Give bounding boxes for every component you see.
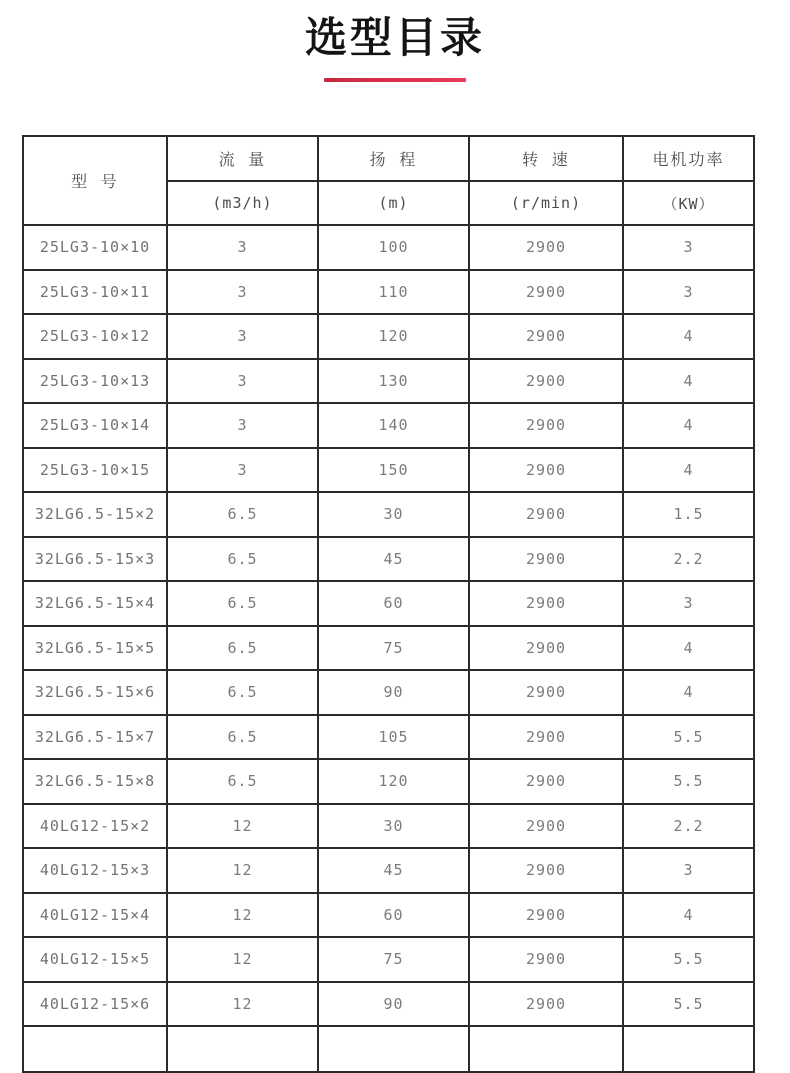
value-cell: 30 (318, 804, 469, 849)
value-cell: 6.5 (167, 492, 318, 537)
col-header-power: 电机功率 (623, 136, 754, 181)
empty-cell (623, 1026, 754, 1072)
value-cell: 140 (318, 403, 469, 448)
value-cell: 6.5 (167, 715, 318, 760)
value-cell: 4 (623, 670, 754, 715)
value-cell: 2900 (469, 982, 623, 1027)
value-cell: 60 (318, 581, 469, 626)
model-cell: 40LG12-15×4 (23, 893, 167, 938)
model-cell: 40LG12-15×5 (23, 937, 167, 982)
value-cell: 1.5 (623, 492, 754, 537)
value-cell: 75 (318, 937, 469, 982)
value-cell: 3 (167, 314, 318, 359)
table-row (23, 982, 754, 1027)
value-cell: 12 (167, 982, 318, 1027)
page-title: 选型目录 (304, 13, 485, 62)
value-cell: 2900 (469, 448, 623, 493)
table-row (23, 626, 754, 671)
model-cell: 40LG12-15×2 (23, 804, 167, 849)
value-cell: 2900 (469, 670, 623, 715)
value-cell: 6.5 (167, 581, 318, 626)
table-row (23, 670, 754, 715)
model-cell: 25LG3-10×11 (23, 270, 167, 315)
value-cell: 130 (318, 359, 469, 404)
value-cell: 2900 (469, 359, 623, 404)
col-header-speed: 转 速 (469, 136, 623, 181)
model-cell: 40LG12-15×6 (23, 982, 167, 1027)
value-cell: 6.5 (167, 670, 318, 715)
value-cell: 4 (623, 448, 754, 493)
value-cell: 3 (167, 225, 318, 270)
model-cell: 40LG12-15×3 (23, 848, 167, 893)
title-accent-divider (324, 78, 466, 82)
value-cell: 4 (623, 893, 754, 938)
empty-cell (23, 1026, 167, 1072)
value-cell: 2900 (469, 848, 623, 893)
model-cell: 25LG3-10×14 (23, 403, 167, 448)
table-row (23, 537, 754, 582)
value-cell: 2900 (469, 937, 623, 982)
value-cell: 4 (623, 359, 754, 404)
table-header (23, 136, 754, 225)
value-cell: 150 (318, 448, 469, 493)
value-cell: 12 (167, 937, 318, 982)
model-cell: 25LG3-10×12 (23, 314, 167, 359)
value-cell: 3 (623, 581, 754, 626)
value-cell: 12 (167, 804, 318, 849)
model-cell: 32LG6.5-15×8 (23, 759, 167, 804)
col-header-flow: 流 量 (167, 136, 318, 181)
value-cell: 3 (623, 270, 754, 315)
value-cell: 2900 (469, 581, 623, 626)
table-row (23, 893, 754, 938)
table-row (23, 492, 754, 537)
value-cell: 12 (167, 848, 318, 893)
value-cell: 2900 (469, 225, 623, 270)
model-cell: 32LG6.5-15×3 (23, 537, 167, 582)
value-cell: 105 (318, 715, 469, 760)
value-cell: 90 (318, 670, 469, 715)
value-cell: 3 (167, 448, 318, 493)
value-cell: 12 (167, 893, 318, 938)
value-cell: 4 (623, 626, 754, 671)
model-cell: 32LG6.5-15×7 (23, 715, 167, 760)
value-cell: 3 (167, 359, 318, 404)
value-cell: 2900 (469, 492, 623, 537)
value-cell: 2900 (469, 715, 623, 760)
col-unit-flow: (m3/h) (167, 181, 318, 225)
table-row-partial (23, 1026, 754, 1072)
value-cell: 2900 (469, 537, 623, 582)
empty-cell (318, 1026, 469, 1072)
table-row (23, 759, 754, 804)
table-row (23, 581, 754, 626)
value-cell: 90 (318, 982, 469, 1027)
value-cell: 3 (623, 225, 754, 270)
value-cell: 5.5 (623, 715, 754, 760)
table-row (23, 359, 754, 404)
value-cell: 3 (167, 403, 318, 448)
col-unit-head: (m) (318, 181, 469, 225)
model-cell: 32LG6.5-15×6 (23, 670, 167, 715)
value-cell: 100 (318, 225, 469, 270)
value-cell: 2900 (469, 893, 623, 938)
table-body (23, 225, 754, 1072)
value-cell: 2.2 (623, 537, 754, 582)
table-row (23, 848, 754, 893)
value-cell: 6.5 (167, 626, 318, 671)
pump-selection-table (22, 135, 755, 1073)
value-cell: 5.5 (623, 982, 754, 1027)
value-cell: 5.5 (623, 759, 754, 804)
value-cell: 5.5 (623, 937, 754, 982)
value-cell: 60 (318, 893, 469, 938)
model-cell: 25LG3-10×15 (23, 448, 167, 493)
value-cell: 2900 (469, 804, 623, 849)
value-cell: 120 (318, 314, 469, 359)
value-cell: 2900 (469, 314, 623, 359)
model-cell: 32LG6.5-15×5 (23, 626, 167, 671)
table-row (23, 270, 754, 315)
table-row (23, 403, 754, 448)
value-cell: 2900 (469, 403, 623, 448)
value-cell: 2.2 (623, 804, 754, 849)
col-unit-power: （KW） (623, 181, 754, 225)
table-row (23, 314, 754, 359)
value-cell: 2900 (469, 626, 623, 671)
value-cell: 6.5 (167, 537, 318, 582)
table-row (23, 225, 754, 270)
value-cell: 4 (623, 403, 754, 448)
col-header-model: 型 号 (23, 136, 167, 225)
model-cell: 25LG3-10×10 (23, 225, 167, 270)
value-cell: 6.5 (167, 759, 318, 804)
value-cell: 4 (623, 314, 754, 359)
value-cell: 2900 (469, 759, 623, 804)
empty-cell (469, 1026, 623, 1072)
value-cell: 3 (623, 848, 754, 893)
table-row (23, 937, 754, 982)
value-cell: 75 (318, 626, 469, 671)
value-cell: 110 (318, 270, 469, 315)
table-row (23, 804, 754, 849)
value-cell: 3 (167, 270, 318, 315)
model-cell: 32LG6.5-15×2 (23, 492, 167, 537)
table-row (23, 715, 754, 760)
value-cell: 30 (318, 492, 469, 537)
value-cell: 120 (318, 759, 469, 804)
value-cell: 45 (318, 537, 469, 582)
value-cell: 45 (318, 848, 469, 893)
model-cell: 25LG3-10×13 (23, 359, 167, 404)
model-cell: 32LG6.5-15×4 (23, 581, 167, 626)
table-row (23, 448, 754, 493)
col-header-head: 扬 程 (318, 136, 469, 181)
col-unit-speed: (r/min) (469, 181, 623, 225)
empty-cell (167, 1026, 318, 1072)
value-cell: 2900 (469, 270, 623, 315)
